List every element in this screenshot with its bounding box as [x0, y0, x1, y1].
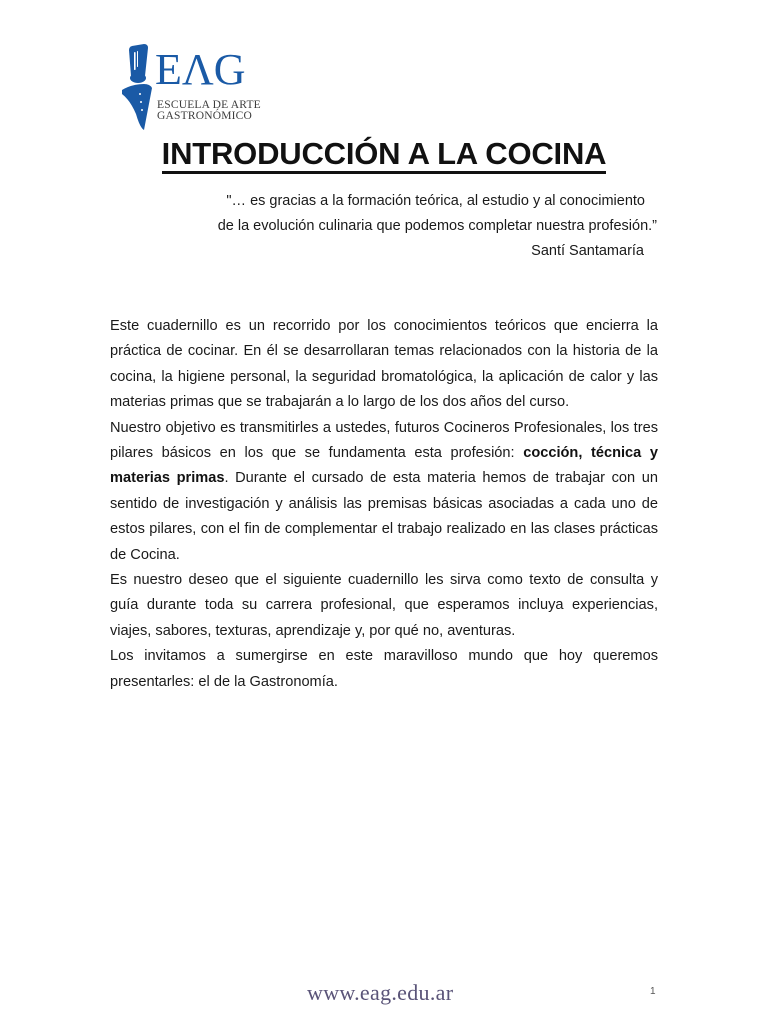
- page-number: 1: [650, 986, 656, 997]
- paragraph-2: [110, 416, 658, 568]
- logo-letters: EΛG: [155, 45, 246, 94]
- eag-logo: [118, 42, 261, 132]
- paragraph-3: Es nuestro deseo que el siguiente cuadernillo les sirva como texto de consulta y guía durante toda su carrera profesional, que esperamos incluya experiencias, viajes, sabores, texturas, aprendizaje y, por qué no, aventuras.: [110, 572, 658, 639]
- footer-website-link[interactable]: www.eag.edu.ar: [307, 980, 454, 1005]
- page-title-text: INTRODUCCIÓN A LA COCINA: [162, 137, 607, 174]
- intro-body: [110, 314, 658, 695]
- paragraph-2-text-b: . Durante el cursado de esta materia hemos de trabajar con un sentido de investigación y análisis las premisas básicas asociadas a cada uno de estos pilares, con el fin de complementar el trabajo realizado en las clases prácticas de Cocina.: [110, 470, 658, 563]
- paragraph-2-text-a: Nuestro objetivo es transmitirles a ustedes, futuros Cocineros Profesionales, los tres pilares básicos en los que se fundamenta esta profesión:: [110, 419, 658, 462]
- paragraph-2-bold: cocción, técnica y materias primas: [110, 445, 658, 487]
- quote-line-2: de la evolución culinaria que podemos completar nuestra profesión.”: [217, 218, 657, 234]
- paragraph-1: Este cuadernillo es un recorrido por los conocimientos teóricos que encierra la práctica de cocinar. En él se desarrollaran temas relacionados con la historia de la cocina, la higiene personal, la seguridad bromatológica, la aplicación de calor y las materias primas que se trabajarán a lo largo de los dos años del curso.: [110, 318, 658, 411]
- logo-subtitle-line2: GASTRONÓMICO: [157, 110, 253, 122]
- quote-line-1: "… es gracias a la formación teórica, al estudio y al conocimiento: [226, 193, 645, 209]
- paragraph-4: Los invitamos a sumergirse en este maravilloso mundo que hoy queremos presentarles: el de la Gastronomía.: [110, 648, 658, 690]
- chef-hat-icon: [118, 42, 158, 132]
- page-title: [0, 136, 768, 174]
- logo-subtitle-line1: ESCUELA DE ARTE: [157, 99, 261, 111]
- epigraph-quote: [160, 189, 660, 264]
- quote-author: Santí Santamaría: [531, 243, 644, 259]
